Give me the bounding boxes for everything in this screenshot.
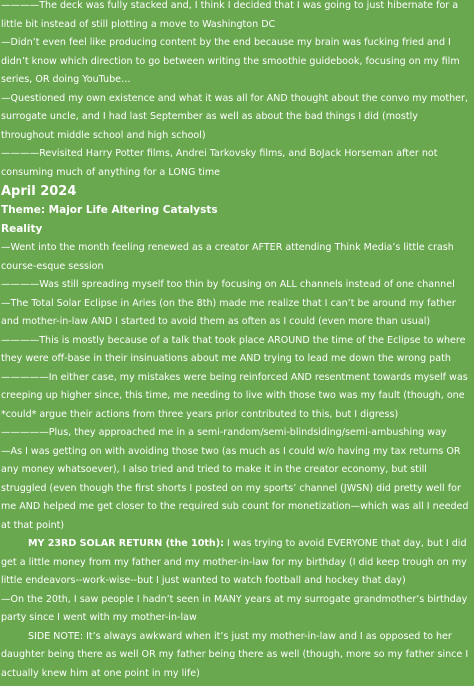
paragraph-mistakes: —————In either case, my mistakes were being reinforced AND resentment towards myself was creeping up higher since, this time, me needing to live with those two was my fault (though, one *could* argue their actions from three years prior contributed to this, but I digress) [1,371,468,420]
paragraph-content-fatigue: —Didn’t even feel like producing content by the end because my brain was fucking fried and I didn’t know which direction to go between writing the smoothie guidebook, focusing on my film series, OR doing YouTube… [1,37,460,85]
month-heading: April 2024 [1,184,77,199]
paragraph-renewed-creator: —Went into the month feeling renewed as a creator AFTER attending Think Media’s little crash course-esque session [1,242,454,272]
paragraph-eclipse-talk: ————This is mostly because of a talk that took place AROUND the time of the Eclipse to where they were off-base in their insinuations about me AND trying to lead me down the wrong path [1,334,466,364]
paragraph-existence: —Questioned my own existence and what it was all for AND thought about the convo my mother, surrogate uncle, and I had last September as well as about the bad things I did (mostly throughout middle school and high school) [1,92,469,141]
paragraph-creator-economy: —As I was getting on with avoiding those two (as much as I could w/o having my tax returns OR any money whatsoever), I also tried and tried to make it in the creator economy, but still struggled (even though the first shorts I posted on my sports’ channel (JWSN) did pretty well for me AND helped me get closer to the required sub count for monetization—which was all I needed at that point) [1,445,469,531]
section-heading: Reality [1,223,43,235]
paragraph-approached: —————Plus, they approached me in a semi-random/semi-blindsiding/semi-ambushing way [1,427,447,438]
paragraph-solar-eclipse: —The Total Solar Eclipse in Aries (on the 8th) made me realize that I can’t be around my father and mother-in-law AND I started to avoid them as often as I could (even more than usual) [1,297,456,327]
solar-return-text: I was trying to avoid EVERYONE that day, but I did get a little money from my father and my mother-in-law for my birthday (I did keep trough on my little endeavors--work-wise--but I just wanted to watch football and hockey that day) [1,538,467,586]
paragraph-hibernate: ————The deck was fully stacked and, I think I decided that I was going to just hibernate for a little bit instead of still plotting a move to Washington DC [1,0,459,30]
paragraph-solar-return [1,535,472,591]
paragraph-side-note: SIDE NOTE: It’s always awkward when it’s just my mother-in-law and I as opposed to her daughter being there as well OR my father being there as well (though, more so my father since I actually knew him at one point in my life) [1,630,469,679]
paragraph-revisited-media: ————Revisited Harry Potter films, Andrei Tarkovsky films, and BoJack Horseman after not consuming much of anything for a LONG time [1,148,438,178]
theme-heading: Theme: Major Life Altering Catalysts [1,204,218,216]
paragraph-birthday-party: —On the 20th, I saw people I hadn’t seen in MANY years at my surrogate grandmother’s birthday party since I went with my mother-in-law [1,593,468,623]
solar-return-label: MY 23RD SOLAR RETURN (the 10th): [28,538,224,549]
paragraph-spreading-thin: ————Was still spreading myself too thin by focusing on ALL channels instead of one channel [1,279,455,290]
